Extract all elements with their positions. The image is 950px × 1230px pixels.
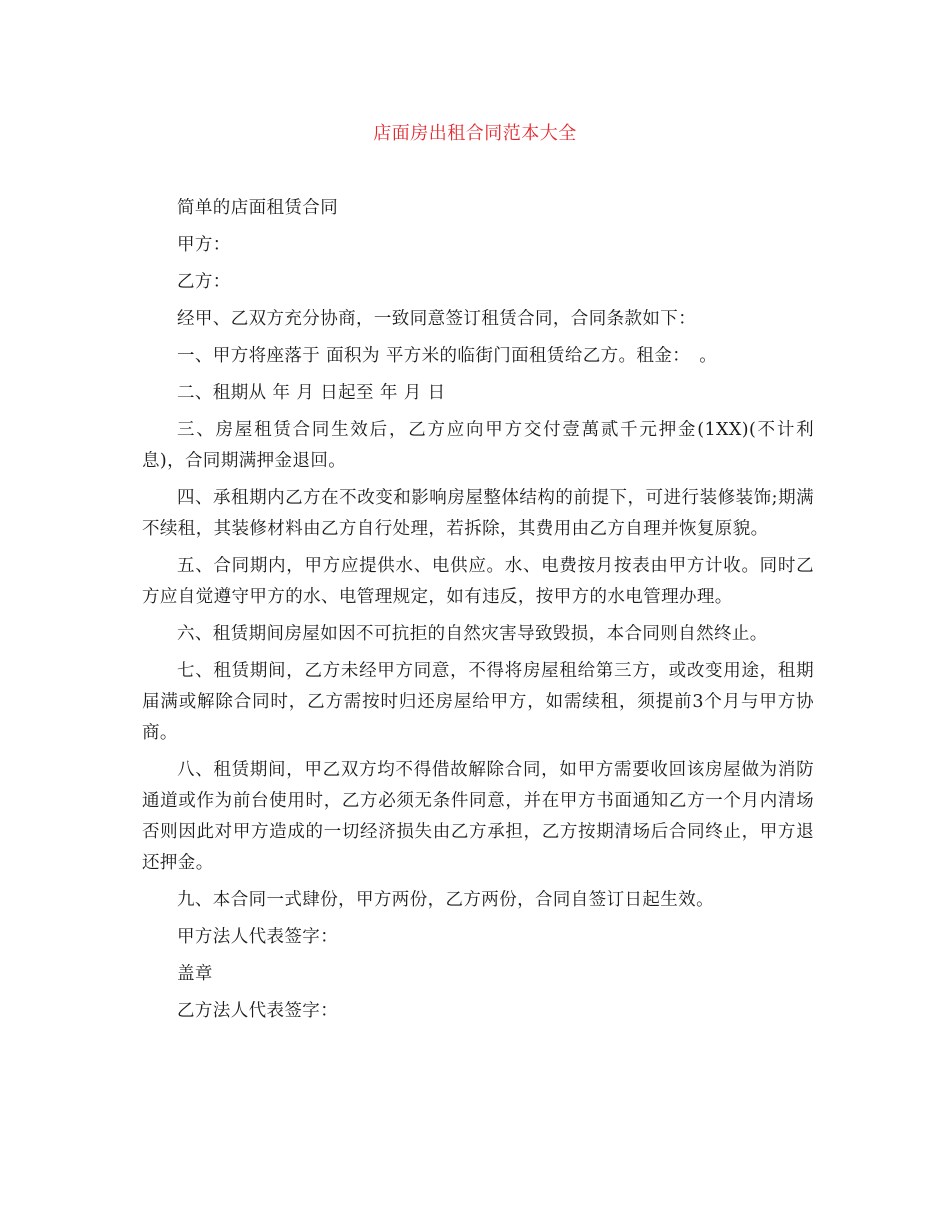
document-body [142,193,814,1033]
party-a-signature-line: 甲方法人代表签字： [177,927,339,947]
clause-4: 四、承租期内乙方在不改变和影响房屋整体结构的前提下，可进行装修装饰;期满不续租，其装修材料由乙方自行处理，若拆除，其费用由乙方自理并恢复原貌。 [142,488,814,539]
clause-9: 九、本合同一式肆份，甲方两份，乙方两份，合同自签订日起生效。 [177,890,714,910]
clause-3: 三、房屋租赁合同生效后，乙方应向甲方交付壹萬贰千元押金(1XX)(不计利息)，合同期满押金退回。 [142,420,814,471]
document-title: 店面房出租合同范本大全 [373,123,577,144]
preamble-paragraph: 经甲、乙双方充分协商，一致同意签订租赁合同，合同条款如下： [177,309,697,329]
party-b-signature-line: 乙方法人代表签字： [177,1001,339,1021]
seal-line: 盖章 [177,964,213,984]
clause-7: 七、租赁期间，乙方未经甲方同意，不得将房屋租给第三方，或改变用途，租期届满或解除合同时，乙方需按时归还房屋给甲方，如需续租，须提前3个月与甲方协商。 [142,661,814,743]
contract-heading: 简单的店面租赁合同 [177,198,339,218]
party-a-line: 甲方： [177,235,231,255]
clause-6: 六、租赁期间房屋如因不可抗拒的自然灾害导致毁损，本合同则自然终止。 [177,624,768,644]
clause-2: 二、租期从 年 月 日起至 年 月 日 [177,383,446,403]
clause-1: 一、甲方将座落于 面积为 平方米的临街门面租赁给乙方。租金： 。 [177,346,718,366]
clause-8: 八、租赁期间，甲乙双方均不得借故解除合同，如甲方需要收回该房屋做为消防通道或作为前台使用时，乙方必须无条件同意，并在甲方书面通知乙方一个月内清场否则因此对甲方造成的一切经济损失由乙方承担，乙方按期清场后合同终止，甲方退还押金。 [142,760,814,873]
party-b-line: 乙方： [177,272,231,292]
clause-5: 五、合同期内，甲方应提供水、电供应。水、电费按月按表由甲方计收。同时乙方应自觉遵守甲方的水、电管理规定，如有违反，按甲方的水电管理办理。 [142,556,814,607]
